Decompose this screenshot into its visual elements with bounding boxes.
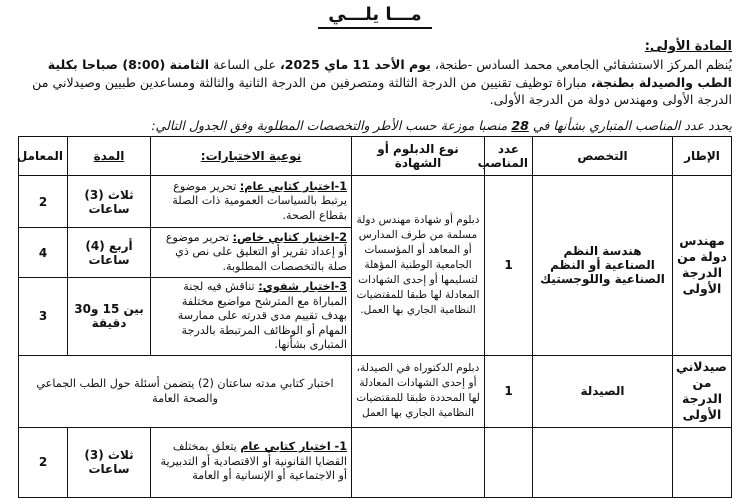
exam4-duration: ثلاث (3) ساعات [68, 427, 151, 497]
table-intro [18, 117, 732, 135]
exam3-title: 3-اختبار شفوي: [258, 280, 347, 293]
header-specialty: التخصص [533, 137, 673, 176]
exam3-text: تناقش فيه لجنة المباراة مع المترشح مواضيع مختلفة بهدف تقييم مدى قدرته على ممارسة المهام أو الوظائف المرتبطة بالدرجة المتبارى بشأنها. [177, 280, 347, 351]
cadre-pharmacist: صيدلاني من الدرجة الأولى [673, 355, 732, 427]
exam3-coefficient: 3 [19, 278, 68, 356]
header-duration: المدة [68, 137, 151, 176]
article-paragraph [18, 56, 732, 109]
para-time-place: الثامنة (8:00) صباحا بكلية الطب والصيدلة بطنجة، [47, 57, 732, 90]
posts-pharmacist: 1 [485, 355, 533, 427]
exam2-text: تحرير موضوع أو إعداد تقرير أو التعليق على نص ذي صلة بالتخصصات المطلوبة. [165, 230, 347, 273]
para-date: يوم الأحد 11 ماي 2025، [279, 57, 431, 72]
specialty-engineer: هندسة النظم الصناعية أو النظم الصناعية واللوجستيك [533, 176, 673, 356]
exam4-text: يتعلق بمختلف القضايا القانونية أو الاقتصادية أو التدبيرية أو الاجتماعية أو الإنسانية أو العامة [160, 440, 347, 483]
intro-a: يحدد عدد المناصب المتباري بشأنها في [528, 118, 732, 133]
intro-count: 28 [511, 118, 529, 133]
posts-engineer: 1 [485, 176, 533, 356]
article-title: المادة الأولى: [644, 39, 732, 54]
exam4-title: 1- اختبار كتابي عام [240, 440, 347, 454]
table-row [19, 355, 732, 427]
cadre-engineer: مهندس دولة من الدرجة الأولى [673, 176, 732, 356]
posts-next [485, 427, 533, 497]
header-posts: عدد المناصب [485, 137, 533, 176]
diploma-engineer: دبلوم أو شهادة مهندس دولة مسلمة من طرف المدارس أو المعاهد أو المؤسسات الجامعية الوطنية المؤهلة لتسليمها أو إحدى الشهادات المعادلة لها طبقا للمقتضيات النظامية الجاري بها العمل. [352, 176, 485, 356]
header-diploma: نوع الدبلوم أو الشهادة [352, 137, 485, 176]
exam-pharmacist: اختبار كتابي مدته ساعتان (2) يتضمن أسئلة حول الطب الجماعي والصحة العامة [19, 355, 352, 427]
exam2-title: 2-اختبار كتابي خاص: [232, 230, 347, 244]
diploma-next [352, 427, 485, 497]
exam3-duration: بين 15 و30 دقيقة [68, 278, 151, 356]
cadre-next [673, 427, 732, 497]
diploma-pharmacist: دبلوم الدكتوراه في الصيدلة، أو إحدى الشهادات المعادلة لها المحددة طبقا للمقتضيات النظامية الجاري بها العمل [352, 355, 485, 427]
exam-written-general [151, 176, 352, 228]
exam-written-general-next [151, 427, 352, 497]
table-row [19, 427, 732, 497]
exam-written-special [151, 228, 352, 278]
header-cadre: الإطار [673, 137, 732, 176]
exam2-duration: أربع (4) ساعات [68, 228, 151, 278]
posts-table [18, 136, 732, 498]
header-exams: نوعية الاختبارات: [151, 137, 352, 176]
intro-c: منصبا موزعة حسب الأطر والتخصصات المطلوبة وفق الجدول التالي: [151, 118, 512, 133]
page-heading: مـــا يلـــي [328, 4, 422, 25]
table-header-row [19, 137, 732, 176]
exam4-coefficient: 2 [19, 427, 68, 497]
header-coefficient: المعامل [19, 137, 68, 176]
specialty-next [533, 427, 673, 497]
heading-underline [318, 27, 432, 29]
exam1-text: تحرير موضوع يرتبط بالسياسات العمومية ذات الصلة بقطاع الصحة. [172, 179, 347, 222]
para-part-2: على الساعة [209, 57, 280, 72]
exam1-duration: ثلاث (3) ساعات [68, 176, 151, 228]
exam-oral [151, 278, 352, 356]
exam1-coefficient: 2 [19, 176, 68, 228]
specialty-pharmacy: الصيدلة [533, 355, 673, 427]
para-part-3: مباراة توظيف تقنيين من الدرجة الثالثة ومتصرفين من الدرجة الثانية والثالثة ومساعدين طبيين وصيدلاني من الدرجة الأولى ومهندس دولة من الدرجة الأولى. [32, 74, 732, 107]
exam1-title: 1-اختبار كتابي عام: [239, 179, 347, 193]
exam2-coefficient: 4 [19, 228, 68, 278]
para-part-1: يُنظم المركز الاستشفائي الجامعي محمد السادس -طنجة، [430, 57, 732, 72]
table-row [19, 176, 732, 228]
